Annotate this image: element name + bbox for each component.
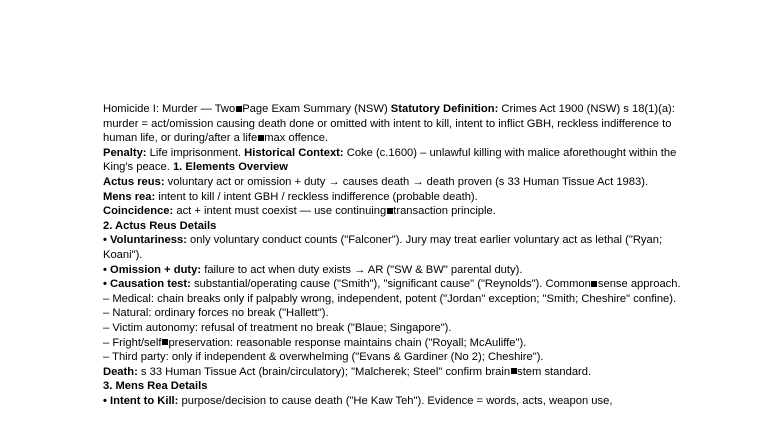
statutory-definition-end: max offence. bbox=[264, 132, 329, 145]
penalty-text: Life imprisonment. bbox=[146, 146, 245, 159]
mens-rea-text: intent to kill / intent GBH / reckless indifference (probable death). bbox=[155, 190, 478, 203]
doc-title-rest: Page Exam Summary (NSW) bbox=[242, 103, 391, 115]
missing-glyph-box bbox=[591, 281, 597, 287]
mens-rea-label: Mens rea: bbox=[103, 190, 156, 203]
mens-rea-line bbox=[103, 190, 683, 205]
intent-to-kill-label: Intent to Kill: bbox=[110, 394, 179, 407]
causation-item bbox=[103, 277, 683, 292]
section-2-title: 2. Actus Reus Details bbox=[103, 219, 217, 232]
missing-glyph-box bbox=[236, 106, 242, 112]
causation-text-end: sense approach. bbox=[597, 278, 681, 291]
omission-text: failure to act when duty exists → AR ("SW & BW" parental duty). bbox=[201, 263, 523, 276]
coincidence-text-end: transaction principle. bbox=[393, 205, 496, 218]
missing-glyph-box bbox=[387, 208, 393, 214]
bullet: • bbox=[103, 278, 111, 291]
voluntariness-text: only voluntary conduct counts ("Falconer"). Jury may treat earlier voluntary act as lethal ("Ryan; Koani"). bbox=[103, 234, 663, 261]
omission-label: Omission + duty: bbox=[110, 263, 202, 276]
victim-autonomy-line: – Victim autonomy: refusal of treatment no break ("Blaue; Singapore"). bbox=[103, 321, 452, 334]
coincidence-line bbox=[103, 204, 683, 219]
death-text-end: stem standard. bbox=[517, 365, 592, 378]
intent-to-kill-text: purpose/decision to cause death ("He Kaw Teh"). Evidence = words, acts, weapon use, bbox=[178, 394, 613, 407]
fright-text-end: preservation: reasonable response maintains chain ("Royall; McAuliffe"). bbox=[168, 336, 527, 349]
third-party-line: – Third party: only if independent & overwhelming ("Evans & Gardiner (No 2); Cheshire"). bbox=[103, 351, 544, 364]
penalty-heading: Penalty: bbox=[103, 146, 147, 159]
coincidence-text: act + intent must coexist — use continuing bbox=[173, 205, 387, 218]
actus-reus-text: voluntary act or omission + duty → causes death → death proven (s 33 Human Tissue Act 1983). bbox=[164, 175, 649, 188]
doc-title-part: Homicide I: Murder — Two bbox=[103, 103, 236, 115]
missing-glyph-box bbox=[511, 368, 517, 374]
intro-paragraph bbox=[103, 102, 683, 146]
statutory-definition-text: Crimes Act 1900 (NSW) s 18(1)(a): murder = act/omission causing death done or omitted with intent to kill, intent to inflict GBH, reckless indifference to human life, or during/after a life bbox=[103, 103, 675, 145]
natural-line: – Natural: ordinary forces no break ("Hallett"). bbox=[103, 307, 329, 320]
bullet: • bbox=[103, 234, 111, 247]
bullet: • bbox=[103, 394, 111, 407]
voluntariness-item bbox=[103, 233, 683, 262]
document-body bbox=[103, 102, 683, 408]
fright-text: – Fright/self bbox=[103, 336, 162, 349]
fright-line bbox=[103, 336, 683, 351]
omission-item bbox=[103, 263, 683, 278]
actus-reus-label: Actus reus: bbox=[103, 175, 165, 188]
historical-context-text: Coke (c.1600) – unlawful killing with malice aforethought within the King's peace. bbox=[103, 146, 677, 174]
causation-text: substantial/operating cause ("Smith"), "significant cause" ("Reynolds"). Common bbox=[190, 278, 591, 291]
bullet: • bbox=[103, 263, 111, 276]
penalty-paragraph bbox=[103, 146, 683, 175]
voluntariness-label: Voluntariness: bbox=[110, 234, 187, 247]
intent-to-kill-item bbox=[103, 394, 683, 409]
section-1-heading: 1. Elements Overview bbox=[172, 161, 288, 174]
medical-line: – Medical: chain breaks only if palpably wrong, independent, potent ("Jordan" exception; "Smith; Cheshire" confine). bbox=[103, 292, 677, 305]
causation-label: Causation test: bbox=[110, 278, 191, 291]
historical-context-heading: Historical Context: bbox=[244, 146, 344, 159]
coincidence-label: Coincidence: bbox=[103, 205, 174, 218]
death-label: Death: bbox=[103, 365, 138, 378]
statutory-definition-heading: Statutory Definition: bbox=[390, 103, 499, 115]
missing-glyph-box bbox=[258, 135, 264, 141]
section-2-heading bbox=[103, 219, 683, 234]
death-line bbox=[103, 365, 683, 380]
section-3-heading bbox=[103, 379, 683, 394]
actus-reus-line bbox=[103, 175, 683, 190]
death-text: s 33 Human Tissue Act (brain/circulatory); "Malcherek; Steel" confirm brain bbox=[137, 365, 511, 378]
section-3-title: 3. Mens Rea Details bbox=[103, 380, 208, 393]
